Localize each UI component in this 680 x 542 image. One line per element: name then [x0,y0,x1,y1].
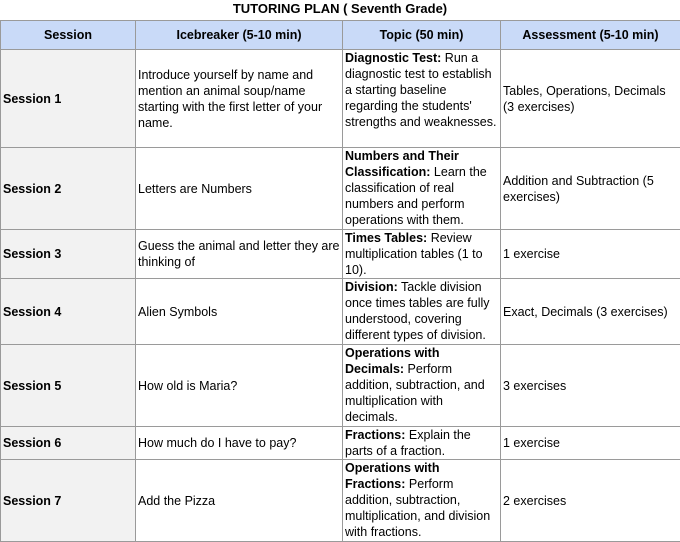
icebreaker-cell: How much do I have to pay? [136,427,343,460]
document-title: TUTORING PLAN ( Seventh Grade) [232,1,448,16]
session-cell: Session 6 [1,427,136,460]
assessment-cell: Addition and Subtraction (5 exercises) [501,148,680,230]
table-row [1,230,680,279]
topic-title: Operations with Fractions: [345,461,440,491]
assessment-cell: 2 exercises [501,460,680,542]
topic-text: Tackle division once times tables are fully understood, covering different types of division. [345,280,490,342]
header-icebreaker: Icebreaker (5-10 min) [136,21,343,50]
header-assessment: Assessment (5-10 min) [501,21,680,50]
table-row [1,460,680,542]
topic-text: Learn the classification of real numbers and perform operations with them. [345,165,487,227]
topic-cell [343,148,501,230]
session-cell: Session 2 [1,148,136,230]
topic-text: Review multiplication tables (1 to 10). [345,231,483,277]
table-row [1,279,680,345]
assessment-cell: 1 exercise [501,427,680,460]
icebreaker-cell: Add the Pizza [136,460,343,542]
session-cell: Session 1 [1,50,136,148]
assessment-cell: 1 exercise [501,230,680,279]
table-row [1,50,680,148]
topic-cell [343,50,501,148]
topic-text: Perform addition, subtraction, and multiplication with decimals. [345,362,485,424]
header-row [1,21,680,50]
header-session: Session [1,21,136,50]
topic-cell [343,460,501,542]
header-topic: Topic (50 min) [343,21,501,50]
assessment-cell: Exact, Decimals (3 exercises) [501,279,680,345]
topic-text: Perform addition, subtraction, multiplication, and division with fractions. [345,477,491,539]
table-row [1,427,680,460]
topic-cell [343,279,501,345]
table-row [1,148,680,230]
topic-title: Operations with Decimals: [345,346,440,376]
icebreaker-cell: Alien Symbols [136,279,343,345]
topic-cell [343,345,501,427]
icebreaker-cell: Letters are Numbers [136,148,343,230]
topic-title: Diagnostic Test: [345,51,442,65]
topic-title: Fractions: [345,428,406,442]
topic-text: Run a diagnostic test to establish a starting baseline regarding the students' strengths and weaknesses. [345,51,497,129]
assessment-cell: 3 exercises [501,345,680,427]
session-cell: Session 3 [1,230,136,279]
tutoring-plan-table [0,20,680,542]
session-cell: Session 7 [1,460,136,542]
session-cell: Session 4 [1,279,136,345]
topic-title: Division: [345,280,398,294]
topic-cell [343,230,501,279]
topic-title: Times Tables: [345,231,428,245]
icebreaker-cell: Introduce yourself by name and mention an animal soup/name starting with the first letter of your name. [136,50,343,148]
topic-text: Explain the parts of a fraction. [345,428,471,458]
session-cell: Session 5 [1,345,136,427]
icebreaker-cell: How old is Maria? [136,345,343,427]
icebreaker-cell: Guess the animal and letter they are thinking of [136,230,343,279]
topic-title: Numbers and Their Classification: [345,149,459,179]
assessment-cell: Tables, Operations, Decimals (3 exercises) [501,50,680,148]
topic-cell [343,427,501,460]
table-row [1,345,680,427]
